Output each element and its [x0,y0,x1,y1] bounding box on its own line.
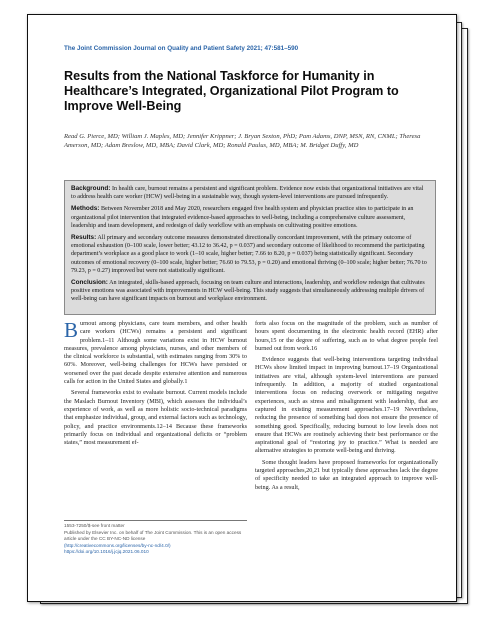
abstract-results [71,234,429,275]
body-column-left [64,320,247,450]
abstract-conclusion [71,279,429,304]
license-link[interactable]: (http://creativecommons.org/licenses/by-nc-nd/4.0/) [64,542,171,548]
abstract-text: In health care, burnout remains a persistent and significant problem. Evidence now exists that organizational initiatives are vital to address health care worker (HCW) well-being in a sustainable way, though system-level interventions are pursued infrequently. [71,186,424,201]
footnote-line: 1553-7250/$-see front matter [64,523,125,528]
abstract-text: Between November 2018 and May 2020, researchers engaged five health system and physician practice sites to participate in an organizational pilot intervention that integrated evidence-based approaches to well-being, including a comprehensive culture assessment, leadership and team development, and redesign of daily workflow with an emphasis on cultivating positive emotions. [71,206,414,229]
abstract-label: Results: [71,234,97,242]
abstract-label: Methods: [71,205,100,213]
author-list: Read G. Pierce, MD; William J. Maples, MD; Jennifer Krippner; J. Bryan Sexton, PhD; Pam Adams, DNP, MSN, RN, CNML; Theresa Amerson, MD; Adam Breslow, MD, MBA; David Clark, MD; Ronald Paulus, MD, MBA; M. Bridget Duffy, MD [64,133,421,150]
journal-citation: The Joint Commission Journal on Quality and Patient Safety 2021; 47:581–590 [64,45,299,52]
body-column-right [255,320,438,495]
abstract-background [71,185,429,201]
body-paragraph: Some thought leaders have proposed frameworks for organizationally targeted approaches,20,21 but typically these approaches lack the degree of specificity needed to take an integrated approach to improve well-being. As a result, [255,458,438,491]
drop-cap: B [64,318,79,342]
copyright-footnote [64,520,247,556]
article-title: Results from the National Taskforce for Humanity in Healthcare’s Integrated, Organizational Pilot Program to Improve Well-Being [64,69,399,113]
article-first-page [27,14,457,602]
abstract-box [64,180,436,315]
body-paragraph: forts also focus on the magnitude of the problem, such as number of hours spent documenting in the electronic health record (EHR) after hours,15 or the degree of suffering, such as to what degree people feel burned out from work.16 [255,320,438,352]
body-paragraph: Evidence suggests that well-being interventions targeting individual HCWs show limited impact in improving burnout.17–19 Organizational initiatives are vital, although system-level interventions are pursued infrequently. In addition, a majority of studied organizational interventions focus on reducing overwork or mitigating negative experiences, such as stress and misalignment with leadership, that are captured in existing measurement approaches.17–19 Nevertheless, reducing the presence of something bad does not ensure the presence of something good. Specifically, reducing burnout to low levels does not ensure that HCWs are routinely achieving their best performance or the aspirational goal of “restoring joy to practice.” What is needed are alternative strategies to promote well-being and thriving. [255,356,438,455]
body-paragraph [64,320,247,386]
abstract-label: Conclusion: [71,279,108,287]
abstract-methods [71,205,429,230]
abstract-text: An integrated, skills-based approach, focusing on team culture and interactions, leadership, and workflow redesign that cultivates positive emotions was associated with improvements in HCW well-being. This study suggests that simultaneously addressing multiple drivers of well-being can have significant impacts on burnout and workplace environment. [71,280,425,303]
doi-link[interactable]: https://doi.org/10.1016/j.jcjq.2021.06.010 [64,549,149,555]
abstract-text: All primary and secondary outcome measures demonstrated directionally concordant improvement, with the primary outcome of emotional exhaustion (0–100 scale, lower better; 43.12 to 36.42, p = 0.037) and secondary outcome of likelihood to recommend the participating department’s workplace as a good place to work (1–10 scale, higher better; 7.66 to 8.20, p = 0.037) being statistically significant. Secondary outcomes of emotional recovery (0–100 scale, higher better; 76.60 to 79.53, p = 0.20) and emotional thriving (0–100 scale; higher better; 76.70 to 79.23, p = 0.27) improved but were not statistically significant. [71,235,427,274]
abstract-label: Background: [71,185,111,192]
footnote-line: Published by Elsevier Inc. on behalf of The Joint Commission. This is an open access article under the CC BY-NC-ND license [64,529,242,542]
paragraph-text: urnout among physicians, care team members, and other health care workers (HCWs) remains a persistent and significant problem.1–11 Although some variations exist in HCW burnout measures, prevalence among physicians, nurses, and other members of the clinical workforce is substantial, with estimates ranging from 30% to 60%. Moreover, well-being challenges for HCWs have persisted or worsened over the past decade despite extensive attention and numerous calls for action in the United States and globally.1 [64,320,247,386]
body-paragraph: Several frameworks exist to evaluate burnout. Current models include the Maslach Burnout Inventory (MBI), which assesses the individual’s experience of work, as well as more holistic socio-technical paradigms that emphasize individual, group, and external factors such as technology, policy, and practice environments.12–14 Because these frameworks primarily focus on individual and organizational deficits or “problem states,” most measurement ef- [64,389,247,447]
